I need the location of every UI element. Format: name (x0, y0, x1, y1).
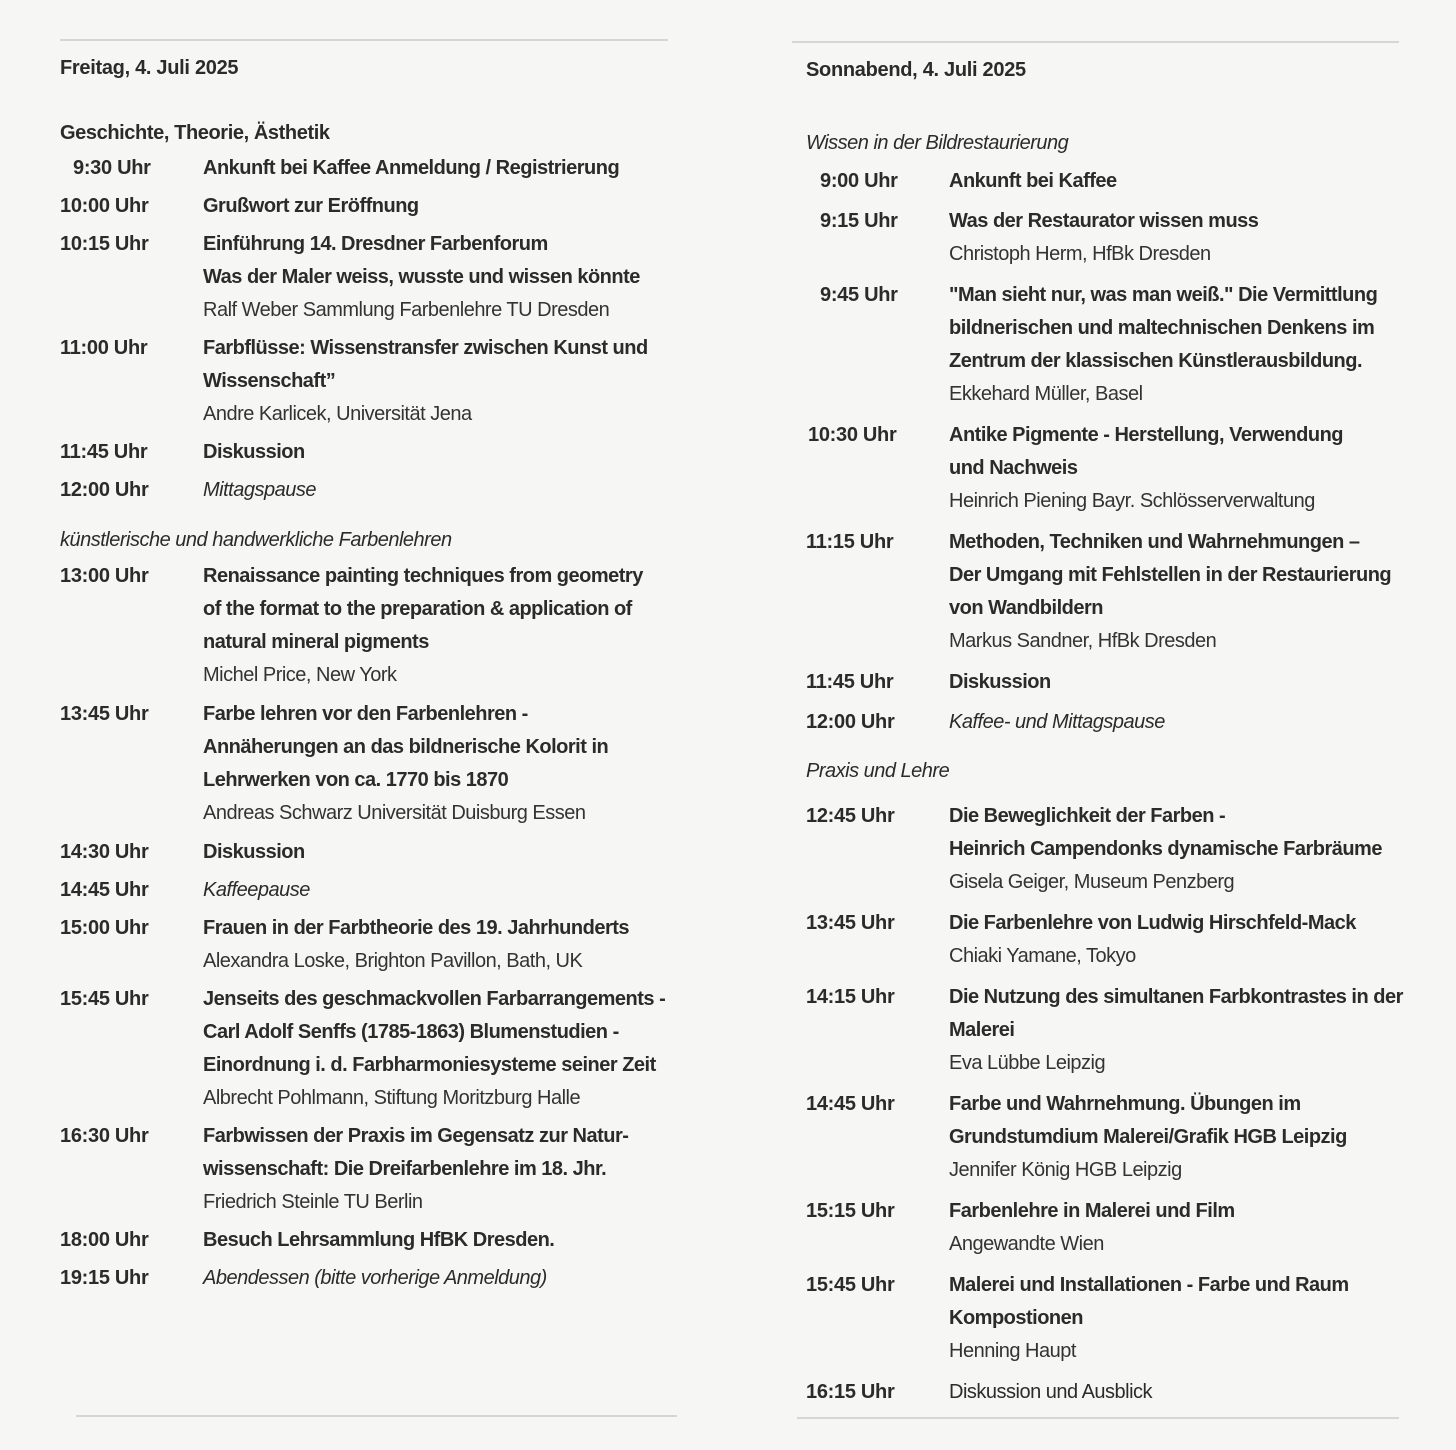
session-title: Besuch Lehrsammlung HfBK Dresden. (203, 1229, 555, 1251)
time-label: 9:45 Uhr (820, 284, 898, 306)
time-label: 15:00 Uhr (60, 917, 149, 939)
session-title: Frauen in der Farbtheorie des 19. Jahrhunderts (203, 917, 630, 939)
time-label: 16:15 Uhr (806, 1381, 895, 1403)
speaker: Henning Haupt (949, 1340, 1076, 1362)
schedule-row (60, 436, 675, 474)
session-title: Farbflüsse: Wissenstransfer zwischen Kunst und Wissenschaft” (203, 337, 648, 392)
schedule-row (60, 874, 675, 912)
session-title: Renaissance painting techniques from geometry of the format to the preparation & application of natural mineral pigments (203, 565, 643, 653)
section-heading: Praxis und Lehre (806, 760, 950, 782)
schedule-row (60, 983, 675, 1120)
time-label: 12:00 Uhr (806, 711, 895, 733)
time-label: 9:30 Uhr (73, 157, 151, 179)
schedule-row (806, 907, 1406, 981)
time-label: 12:00 Uhr (60, 479, 149, 501)
time-label: 9:15 Uhr (820, 210, 898, 232)
schedule-row (806, 981, 1406, 1088)
schedule-row (60, 332, 675, 436)
time-label: 16:30 Uhr (60, 1125, 149, 1147)
session-title: Jenseits des geschmackvollen Farbarrangements - Carl Adolf Senffs (1785-1863) Blumenstudien - Einordnung i. d. Farbharmoniesysteme seiner Zeit (203, 988, 666, 1076)
time-label: 14:45 Uhr (806, 1093, 895, 1115)
time-label: 15:45 Uhr (806, 1274, 895, 1296)
speaker: Andre Karlicek, Universität Jena (203, 403, 472, 425)
session-title: Methoden, Techniken und Wahrnehmungen – Der Umgang mit Fehlstellen in der Restaurierung von Wandbildern (949, 531, 1392, 619)
schedule-row (60, 560, 675, 698)
time-label: 13:45 Uhr (806, 912, 895, 934)
session-title: Diskussion und Ausblick (949, 1381, 1153, 1403)
session-title: Mittagspause (203, 479, 316, 501)
time-label: 11:45 Uhr (806, 671, 894, 693)
schedule-row (60, 228, 675, 332)
schedule-row (60, 1224, 675, 1262)
speaker: Ekkehard Müller, Basel (949, 383, 1143, 405)
program-saturday (806, 42, 1406, 1416)
schedule-row (806, 706, 1406, 746)
day-heading: Sonnabend, 4. Juli 2025 (806, 59, 1026, 81)
schedule-row (60, 698, 675, 836)
section-heading: Geschichte, Theorie, Ästhetik (60, 122, 330, 144)
session-title: Farbe und Wahrnehmung. Übungen im Grundstumdium Malerei/Grafik HGB Leipzig (949, 1093, 1347, 1148)
time-label: 10:00 Uhr (60, 195, 149, 217)
session-title: Die Beweglichkeit der Farben - Heinrich Campendonks dynamische Farbräume (949, 805, 1382, 860)
speaker: Christoph Herm, HfBk Dresden (949, 243, 1211, 265)
schedule-row (60, 836, 675, 874)
speaker: Andreas Schwarz Universität Duisburg Essen (203, 802, 586, 824)
schedule-row (806, 666, 1406, 706)
session-title: Farbenlehre in Malerei und Film (949, 1200, 1235, 1222)
speaker: Ralf Weber Sammlung Farbenlehre TU Dresden (203, 299, 610, 321)
time-label: 14:30 Uhr (60, 841, 149, 863)
schedule-row (60, 474, 675, 512)
speaker: Alexandra Loske, Brighton Pavillon, Bath, UK (203, 950, 583, 972)
session-title: Diskussion (203, 441, 305, 463)
schedule-row (806, 1088, 1406, 1195)
schedule-row (806, 1269, 1406, 1376)
session-title: Was der Restaurator wissen muss (949, 210, 1259, 232)
section-heading: künstlerische und handwerkliche Farbenlehren (60, 529, 452, 551)
speaker: Heinrich Piening Bayr. Schlösserverwaltung (949, 490, 1315, 512)
session-title: Kaffee- und Mittagspause (949, 711, 1165, 733)
speaker: Albrecht Pohlmann, Stiftung Moritzburg Halle (203, 1087, 581, 1109)
speaker: Gisela Geiger, Museum Penzberg (949, 871, 1235, 893)
schedule-row (806, 279, 1406, 419)
time-label: 14:45 Uhr (60, 879, 149, 901)
session-title: Abendessen (bitte vorherige Anmeldung) (203, 1267, 547, 1289)
schedule-row (806, 419, 1406, 526)
schedule-row (60, 912, 675, 983)
session-title: Diskussion (949, 671, 1051, 693)
speaker: Markus Sandner, HfBk Dresden (949, 630, 1217, 652)
time-label: 11:00 Uhr (60, 337, 148, 359)
speaker: Friedrich Steinle TU Berlin (203, 1191, 423, 1213)
speaker: Chiaki Yamane, Tokyo (949, 945, 1136, 967)
speaker: Eva Lübbe Leipzig (949, 1052, 1106, 1074)
session-title: Ankunft bei Kaffee (949, 170, 1117, 192)
session-title: Malerei und Installationen - Farbe und Raum Kompostionen (949, 1274, 1349, 1329)
time-label: 13:00 Uhr (60, 565, 149, 587)
time-label: 11:45 Uhr (60, 441, 148, 463)
day-heading: Freitag, 4. Juli 2025 (60, 57, 239, 79)
time-label: 13:45 Uhr (60, 703, 149, 725)
session-title: Antike Pigmente - Herstellung, Verwendung und Nachweis (949, 424, 1344, 479)
schedule-row (60, 1262, 675, 1300)
section-heading: Wissen in der Bildrestaurierung (806, 132, 1069, 154)
schedule-row (60, 152, 675, 190)
program-friday (60, 40, 675, 1300)
speaker: Michel Price, New York (203, 664, 397, 686)
session-title: "Man sieht nur, was man weiß." Die Vermittlung bildnerischen und maltechnischen Denkens im Zentrum der klassischen Künstlerausbildung. (949, 284, 1378, 372)
speaker: Jennifer König HGB Leipzig (949, 1159, 1182, 1181)
session-title: Einführung 14. Dresdner Farbenforum Was der Maler weiss, wusste und wissen könnte (203, 233, 640, 288)
time-label: 12:45 Uhr (806, 805, 895, 827)
schedule-row (60, 1120, 675, 1224)
schedule-row (806, 205, 1406, 279)
schedule-row (806, 1376, 1406, 1416)
schedule-row (60, 190, 675, 228)
session-title: Kaffeepause (203, 879, 310, 901)
schedule-row (806, 165, 1406, 205)
bottom-rule-left (76, 1415, 677, 1417)
session-title: Diskussion (203, 841, 305, 863)
time-label: 9:00 Uhr (820, 170, 898, 192)
session-title: Farbe lehren vor den Farbenlehren - Annäherungen an das bildnerische Kolorit in Lehrwerken von ca. 1770 bis 1870 (203, 703, 609, 791)
time-label: 11:15 Uhr (806, 531, 894, 553)
time-label: 19:15 Uhr (60, 1267, 149, 1289)
session-title: Farbwissen der Praxis im Gegensatz zur Natur- wissenschaft: Die Dreifarbenlehre im 18. Jhr. (203, 1125, 629, 1180)
time-label: 10:15 Uhr (60, 233, 149, 255)
session-title: Grußwort zur Eröffnung (203, 195, 419, 217)
session-title: Ankunft bei Kaffee Anmeldung / Registrierung (203, 157, 620, 179)
session-title: Die Farbenlehre von Ludwig Hirschfeld-Mack (949, 912, 1356, 934)
time-label: 14:15 Uhr (806, 986, 895, 1008)
schedule-row (806, 526, 1406, 666)
time-label: 10:30 Uhr (808, 424, 897, 446)
session-title: Die Nutzung des simultanen Farbkontrastes in der Malerei (949, 986, 1403, 1041)
time-label: 15:45 Uhr (60, 988, 149, 1010)
time-label: 15:15 Uhr (806, 1200, 895, 1222)
schedule-row (806, 800, 1406, 907)
time-label: 18:00 Uhr (60, 1229, 149, 1251)
bottom-rule-right (797, 1417, 1399, 1419)
schedule-row (806, 1195, 1406, 1269)
speaker: Angewandte Wien (949, 1233, 1104, 1255)
